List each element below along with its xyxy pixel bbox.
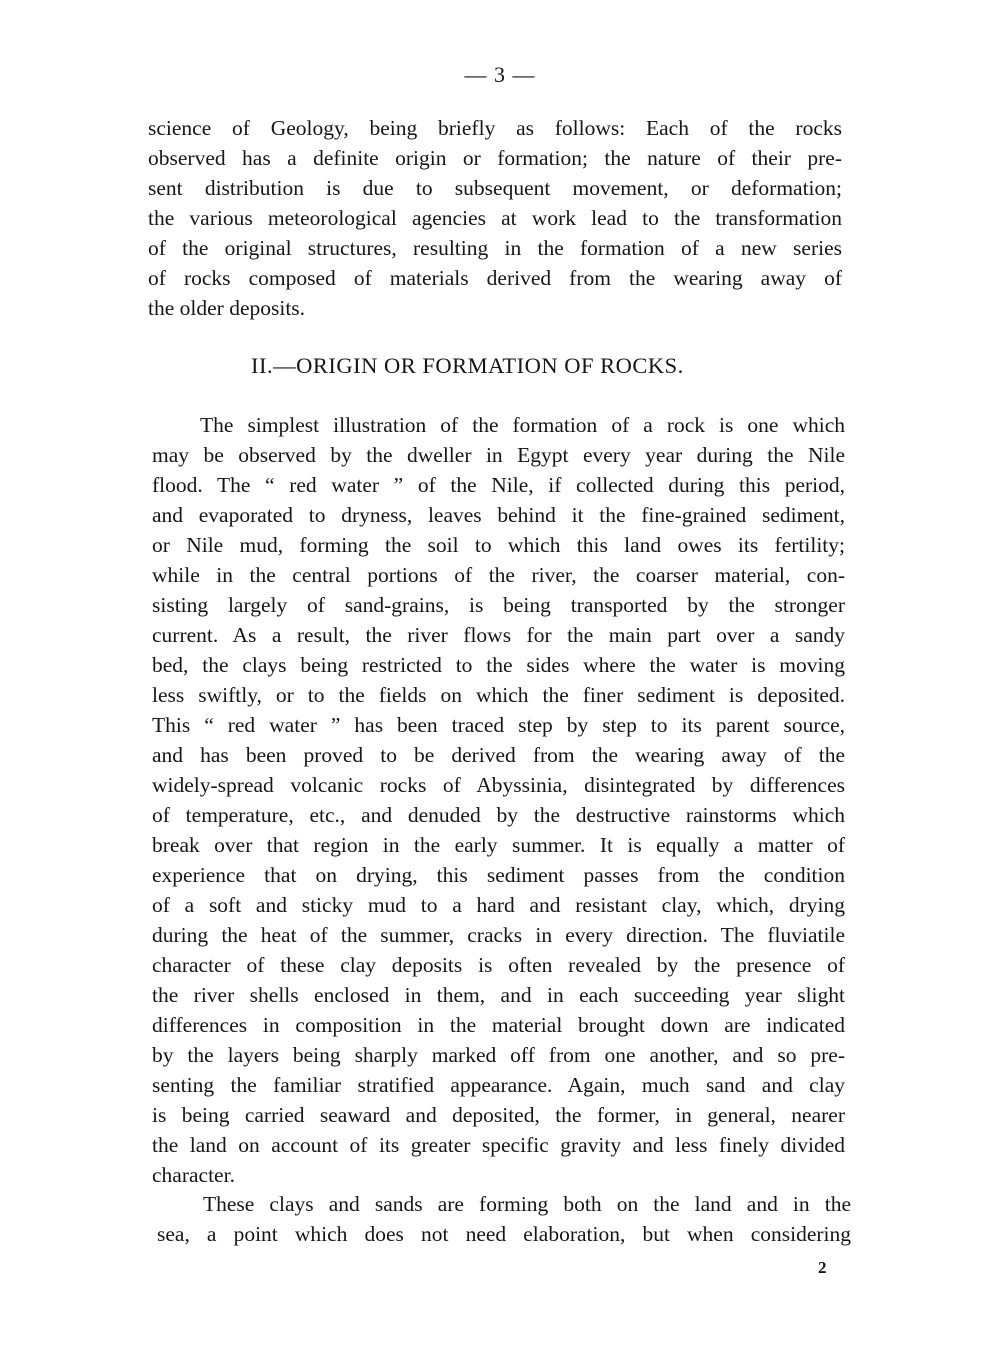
text-line: character. bbox=[152, 1163, 235, 1187]
text-line: is being carried seaward and deposited, the former, in general, nearer bbox=[152, 1103, 845, 1127]
text-line: during the heat of the summer, cracks in every direction. The fluviatile bbox=[152, 923, 845, 947]
text-line: differences in composition in the material brought down are indicated bbox=[152, 1013, 845, 1037]
text-line: The simplest illustration of the formation of a rock is one which bbox=[200, 413, 845, 437]
text-line: of rocks composed of materials derived from the wearing away of bbox=[148, 266, 842, 290]
text-line: less swiftly, or to the fields on which the finer sediment is deposited. bbox=[152, 683, 845, 707]
text-line: senting the familiar stratified appearance. Again, much sand and clay bbox=[152, 1073, 845, 1097]
text-line: experience that on drying, this sediment passes from the condition bbox=[152, 863, 845, 887]
text-line: may be observed by the dweller in Egypt every year during the Nile bbox=[152, 443, 845, 467]
text-line: widely-spread volcanic rocks of Abyssinia, disintegrated by differences bbox=[152, 773, 845, 797]
signature-mark: 2 bbox=[818, 1258, 827, 1277]
text-line: sea, a point which does not need elaboration, but when considering bbox=[157, 1222, 851, 1246]
text-line: the various meteorological agencies at work lead to the transformation bbox=[148, 206, 842, 230]
text-line: bed, the clays being restricted to the sides where the water is moving bbox=[152, 653, 845, 677]
text-line: current. As a result, the river flows for the main part over a sandy bbox=[152, 623, 845, 647]
text-line: while in the central portions of the river, the coarser material, con- bbox=[152, 563, 845, 587]
text-line: or Nile mud, forming the soil to which this land owes its fertility; bbox=[152, 533, 845, 557]
text-line: observed has a definite origin or formation; the nature of their pre- bbox=[148, 146, 842, 170]
text-line: flood. The “ red water ” of the Nile, if collected during this period, bbox=[152, 473, 845, 497]
paragraph-2 bbox=[152, 410, 845, 1190]
text-line: character of these clay deposits is often revealed by the presence of bbox=[152, 953, 845, 977]
text-line: the older deposits. bbox=[148, 296, 306, 320]
page-number: — 3 — bbox=[464, 62, 536, 87]
text-line: the river shells enclosed in them, and in each succeeding year slight bbox=[152, 983, 845, 1007]
text-line: and evaporated to dryness, leaves behind it the fine-grained sediment, bbox=[152, 503, 845, 527]
text-line: of a soft and sticky mud to a hard and resistant clay, which, drying bbox=[152, 893, 845, 917]
text-line: break over that region in the early summer. It is equally a matter of bbox=[152, 833, 845, 857]
section-heading: II.—ORIGIN OR FORMATION OF ROCKS. bbox=[251, 353, 684, 378]
text-line: These clays and sands are forming both on the land and in the bbox=[203, 1192, 851, 1216]
paragraph-3 bbox=[157, 1189, 851, 1249]
text-line: science of Geology, being briefly as follows: Each of the rocks bbox=[148, 116, 842, 140]
text-line: of temperature, etc., and denuded by the destructive rainstorms which bbox=[152, 803, 845, 827]
text-line: the land on account of its greater specific gravity and less finely divided bbox=[152, 1133, 845, 1157]
text-line: and has been proved to be derived from the wearing away of the bbox=[152, 743, 845, 767]
text-line: This “ red water ” has been traced step by step to its parent source, bbox=[152, 713, 845, 737]
text-line: sent distribution is due to subsequent movement, or deformation; bbox=[148, 176, 842, 200]
text-line: by the layers being sharply marked off from one another, and so pre- bbox=[152, 1043, 845, 1067]
text-line: of the original structures, resulting in the formation of a new series bbox=[148, 236, 842, 260]
text-line: sisting largely of sand-grains, is being transported by the stronger bbox=[152, 593, 845, 617]
paragraph-1 bbox=[148, 113, 842, 323]
